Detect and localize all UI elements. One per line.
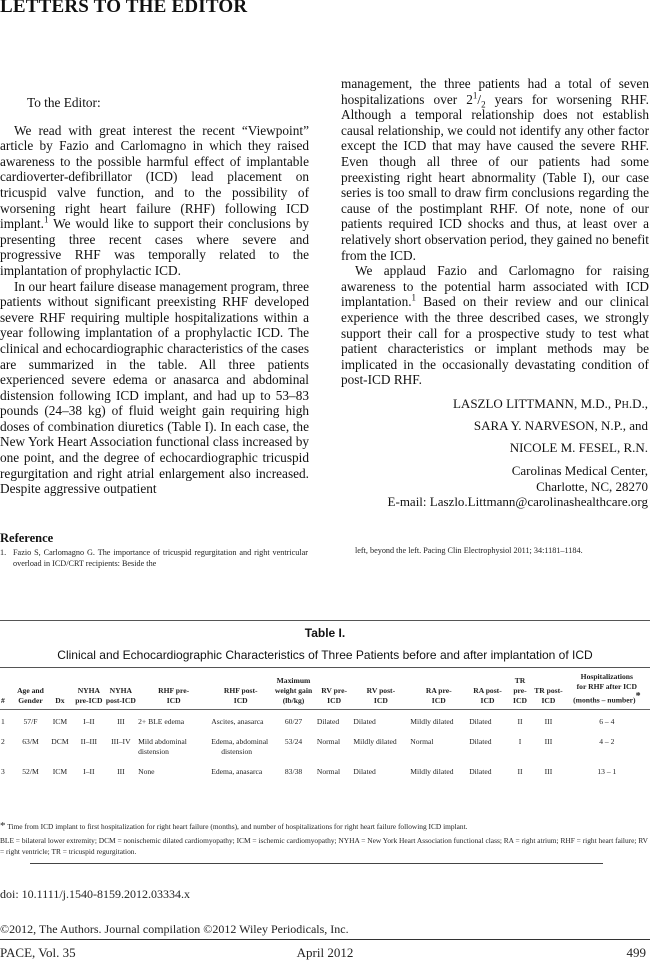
table-cell: Mild abdominal distension bbox=[138, 736, 187, 756]
header-line: TR pre- bbox=[513, 675, 527, 695]
header-line: ICD bbox=[166, 695, 181, 705]
header-line: NYHA bbox=[77, 685, 101, 695]
letter-paragraph-1 bbox=[0, 123, 309, 279]
table-row bbox=[0, 709, 650, 730]
header-line: Age and bbox=[17, 685, 44, 695]
copyright-line: ©2012, The Authors. Journal compilation ©2012 Wiley Periodicals, Inc. bbox=[0, 922, 349, 936]
table-cell: 63/M bbox=[22, 736, 39, 746]
table-cell: III bbox=[544, 716, 553, 726]
header-line: pre-ICD bbox=[75, 695, 103, 705]
header-line: RA pre- bbox=[425, 685, 452, 695]
table-header-cell bbox=[409, 672, 468, 709]
affiliation-institution: Carolinas Medical Center, bbox=[511, 463, 648, 478]
table-cell: II bbox=[517, 766, 523, 776]
table-cell: Dilated bbox=[469, 716, 492, 726]
table-cell: Edema, abdominal distension bbox=[211, 736, 269, 756]
letter-salutation: To the Editor: bbox=[27, 95, 101, 110]
table-cell: III–IV bbox=[111, 736, 131, 746]
footnote-text: Time from ICD implant to first hospitalization for right heart failure (months), and number of hospitalizations for right heart failure following ICD implant. bbox=[7, 822, 468, 831]
header-line: ICD bbox=[373, 695, 388, 705]
table-cell: 2 bbox=[1, 736, 5, 746]
author-3: NICOLE M. FESEL, R.N. bbox=[509, 440, 648, 455]
header-line: RV pre- bbox=[321, 685, 348, 695]
table-cell: 60/27 bbox=[284, 716, 303, 726]
characteristics-table bbox=[0, 672, 650, 780]
table-cell: Dilated bbox=[353, 766, 376, 776]
table-body bbox=[0, 709, 650, 780]
table-header-cell bbox=[271, 672, 316, 709]
table-cell: 53/24 bbox=[284, 736, 303, 746]
reference-number: 1. bbox=[0, 548, 7, 557]
table-header-cell bbox=[210, 672, 271, 709]
header-line: ICD bbox=[233, 695, 248, 705]
table-cell: II–III bbox=[80, 736, 98, 746]
journal-volume: PACE, Vol. 35 bbox=[0, 945, 76, 960]
table-cell: Dilated bbox=[353, 716, 376, 726]
header-line: TR post- bbox=[534, 685, 563, 695]
header-line: ICD bbox=[480, 695, 495, 705]
header-line: Maximum bbox=[276, 675, 311, 685]
table-header-cell bbox=[73, 672, 104, 709]
reference-text-part-a: Fazio S, Carlomagno G. The importance of tricuspid regurgitation and right ventricular overload in ICD/CRT recipients: Beside the bbox=[13, 548, 308, 568]
affiliation-location: Charlotte, NC, 28270 bbox=[536, 479, 648, 494]
table-cell: Dilated bbox=[316, 716, 340, 726]
header-line: ICD bbox=[431, 695, 446, 705]
citation-mark: 1 bbox=[43, 214, 49, 225]
table-cell: Edema, anasarca bbox=[211, 766, 263, 776]
author-1 bbox=[453, 396, 648, 414]
table-footnote bbox=[0, 821, 650, 832]
table-cell: 2+ BLE edema bbox=[138, 716, 185, 726]
table-header-cell bbox=[507, 672, 533, 709]
table-header-cell bbox=[105, 672, 138, 709]
table-cell: III bbox=[117, 716, 125, 726]
table-cell: Mildly dilated bbox=[353, 736, 397, 746]
header-line: RA post- bbox=[473, 685, 502, 695]
table-cell: I bbox=[518, 736, 522, 746]
table-header-row bbox=[0, 672, 650, 709]
header-line: ICD bbox=[541, 695, 556, 705]
table-header-cell bbox=[564, 672, 650, 709]
table-cell: Dilated bbox=[469, 766, 492, 776]
author-1-degree-end: .D., bbox=[628, 396, 648, 411]
header-line: RHF post- bbox=[223, 685, 258, 695]
table-row bbox=[0, 760, 650, 780]
table-cell: 6 – 4 bbox=[599, 716, 615, 726]
paragraph-3-text: We applaud Fazio and Carlomagno for raising awareness to the potential harm associated with ICD implantation. bbox=[341, 263, 649, 310]
header-line: for RHF after ICD bbox=[576, 682, 638, 691]
letter-right-column bbox=[341, 76, 649, 388]
table-header-cell bbox=[352, 672, 409, 709]
table-header-rule bbox=[0, 667, 650, 668]
header-line: ICD bbox=[513, 695, 527, 705]
table-bottom-rule bbox=[30, 863, 603, 864]
header-line: (lb/kg) bbox=[282, 695, 305, 705]
header-line: Gender bbox=[18, 695, 43, 705]
running-head: LETTERS TO THE EDITOR bbox=[0, 0, 248, 17]
table-cell: 52/M bbox=[22, 766, 39, 776]
table-cell: None bbox=[138, 766, 155, 776]
paragraph-1-tail: We would like to support their conclusions by presenting three recent cases where severe and progressive RHF was temporally related to the implantation of prophylactic ICD. bbox=[0, 216, 309, 278]
table-cell: Dilated bbox=[469, 736, 492, 746]
header-line: NYHA bbox=[109, 685, 133, 695]
header-line: Hospitalizations bbox=[580, 672, 633, 681]
letter-paragraph-2: In our heart failure disease management program, three patients without significant preexisting RHF developed severe RHF requiring multiple hospitalizations within a year following implantation of a prophylactic ICD. The clinical and echocardiographic characteristics of the cases are summarized in the table. All three patients experienced severe edema or anasarca and abdominal distension following ICD implant, and had up to 53–83 pounds (24–38 kg) of fluid weight gain requiring high doses of combination diuretics (Table I). In each case, the New York Heart Association functional class increased by one point, and the degree of echocardiographic tricuspid regurgitation and right atrial enlargement also increased. Despite aggressive outpatient bbox=[0, 278, 309, 497]
table-header-cell bbox=[47, 672, 73, 709]
author-1-name: LASZLO LITTMANN, M.D., P bbox=[452, 396, 622, 411]
author-email: E-mail: Laszlo.Littmann@carolinashealthcare.org bbox=[387, 494, 648, 509]
table-cell: ICM bbox=[52, 766, 68, 776]
header-line: RHF pre- bbox=[158, 685, 190, 695]
table-cell: III bbox=[544, 766, 553, 776]
page-number: 499 bbox=[626, 945, 646, 960]
table-cell: DCM bbox=[51, 736, 69, 746]
table-cell: Normal bbox=[316, 736, 341, 746]
table-cell: I–II bbox=[83, 716, 95, 726]
header-line: Dx bbox=[55, 695, 65, 705]
author-1-smallcaps: H bbox=[621, 400, 629, 411]
table-cell: Ascites, anasarca bbox=[211, 716, 264, 726]
header-line: ICD bbox=[327, 695, 342, 705]
paragraph-3-tail: Based on their review and our clinical experience with the three described cases, we strongly support their call for a prospective study to test what patient characteristics or implant methods may be implicated in the occasionally devastating condition of post-ICD RHF. bbox=[341, 294, 649, 388]
table-caption: Clinical and Echocardiographic Characteristics of Three Patients before and after implantation of ICD bbox=[57, 648, 593, 662]
table-cell: Normal bbox=[410, 736, 434, 746]
letter-paragraph-2-continued: management, the three patients had a total of seven hospitalizations over $2^1/_2$ years for worsening RHF. Although a temporal relationship does not establish causal relationship, we could not identify any other factor except the ICD that may have caused the severe RHF. Even though all three of our patients had some preexisting right heart abnormality (Table I), our case series is too small to draw firm conclusions regarding the cause of the postimplant RHF. Of note, none of our patients required ICD shocks and thus, at least over a relatively short observation period, they gained no benefit from the ICD. bbox=[341, 76, 649, 263]
table-header-cell bbox=[14, 672, 47, 709]
table-cell: Mildly dilated bbox=[410, 716, 454, 726]
table-head bbox=[0, 672, 650, 709]
table-top-rule bbox=[0, 620, 650, 621]
issue-date: April 2012 bbox=[296, 945, 354, 960]
doi: doi: 10.1111/j.1540-8159.2012.03334.x bbox=[0, 887, 190, 901]
citation-mark: 1 bbox=[411, 292, 417, 303]
table-header-cell bbox=[533, 672, 563, 709]
table-cell: Mildly dilated bbox=[410, 766, 454, 776]
letter-paragraph-3 bbox=[341, 263, 649, 388]
table-cell: ICM bbox=[52, 716, 68, 726]
footnote-mark: * bbox=[0, 820, 6, 832]
fraction-numerator: 1 bbox=[472, 90, 478, 101]
table-cell: II bbox=[517, 716, 523, 726]
header-line: weight gain bbox=[274, 685, 313, 695]
header-note-mark: * bbox=[635, 691, 641, 702]
table-cell: III bbox=[117, 766, 125, 776]
table-header-cell bbox=[137, 672, 210, 709]
header-line: RV post- bbox=[366, 685, 396, 695]
table-cell: 13 – 1 bbox=[597, 766, 617, 776]
reference-item-1 bbox=[0, 548, 308, 569]
table-cell: Normal bbox=[316, 766, 341, 776]
table-header-cell bbox=[316, 672, 353, 709]
letter-left-column bbox=[0, 95, 309, 497]
paragraph-2-cont-b: years for worsening RHF. Although a temporal relationship does not establish causal relationship, we could not identify any other factor except the ICD that may have caused the severe RHF. Even though all three of our patients had some preexisting right heart abnormality (Table I), our case series is too small to draw firm conclusions regarding the cause of the postimplant RHF. Of note, none of our patients required ICD shocks and thus, at least over a relatively short observation period, they gained no benefit from the ICD. bbox=[341, 91, 649, 263]
table-cell: 4 – 2 bbox=[599, 736, 615, 746]
table-cell: 57/F bbox=[23, 716, 38, 726]
header-line: (months – number)* bbox=[573, 691, 641, 705]
table-row bbox=[0, 730, 650, 760]
table-abbreviations: BLE = bilateral lower extremity; DCM = nonischemic dilated cardiomyopathy; ICM = ischemic cardiomyopathy; NYHA = New York Heart Association functional class; RA = right atrium; RHF = right heart failure; RV = right ventricle; TR = tricuspid regurgitation. bbox=[0, 836, 648, 856]
table-cell: 3 bbox=[1, 766, 5, 776]
table-cell: 83/38 bbox=[284, 766, 303, 776]
reference-text-part-b: left, beyond the left. Pacing Clin Electrophysiol 2011; 34:1181–1184. bbox=[355, 546, 583, 555]
paragraph-2-cont-a: management, the three patients had a total of seven hospitalizations over 2 bbox=[341, 76, 649, 107]
table-cell: I–II bbox=[83, 766, 95, 776]
fraction-denominator: 2 bbox=[481, 99, 486, 110]
header-line: post-ICD bbox=[105, 695, 136, 705]
table-cell: 1 bbox=[1, 716, 5, 726]
footer-rule bbox=[0, 939, 650, 940]
table-label: Table I. bbox=[304, 626, 346, 640]
table-header-cell bbox=[468, 672, 507, 709]
table-header-cell bbox=[0, 672, 14, 709]
paragraph-1-text: We read with great interest the recent “Viewpoint” article by Fazio and Carlomagno in which they raised awareness to the possible harmful effect of implantable cardioverter-defibrillator (ICD) lead placement on tricuspid valve function, and to the possibility of worsening right heart failure (RHF) following ICD implant. bbox=[0, 122, 309, 232]
header-line: # bbox=[1, 695, 5, 705]
author-2: SARA Y. NARVESON, N.P., and bbox=[473, 418, 648, 433]
reference-heading: Reference bbox=[0, 531, 54, 545]
table-cell: III bbox=[544, 736, 553, 746]
